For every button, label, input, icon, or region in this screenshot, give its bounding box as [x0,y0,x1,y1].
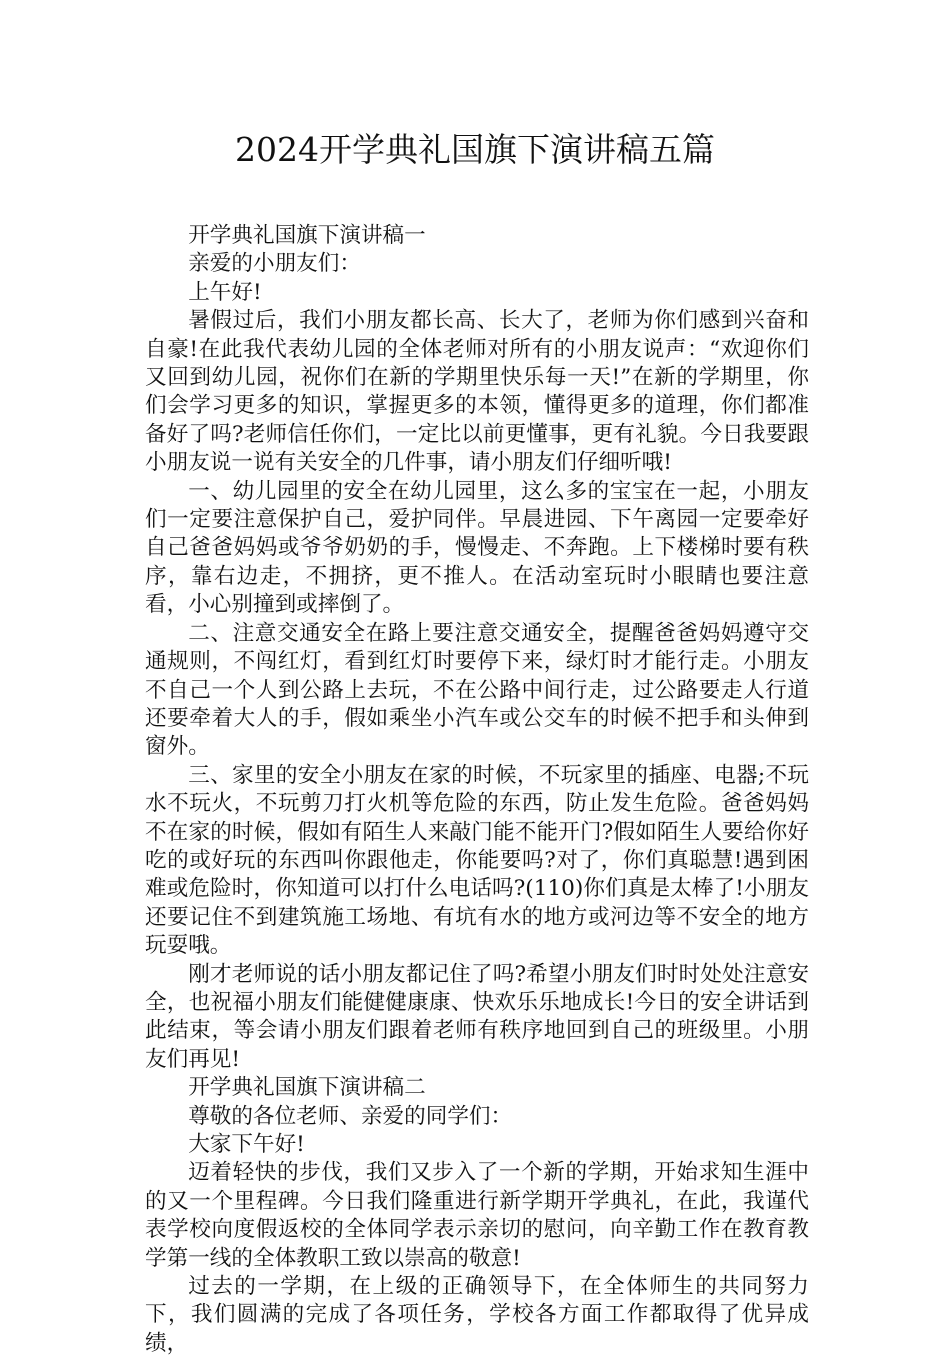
speech-heading: 开学典礼国旗下演讲稿二 [188,1075,426,1101]
body-paragraph: 一、幼儿园里的安全在幼儿园里，这么多的宝宝在一起，小朋友们一定要注意保护自己，爱护同伴。早晨进园、下午离园一定要牵好自己爸爸妈妈或爷爷奶奶的手，慢慢走、不奔跑。上下楼梯时要有秩序，靠右边走，不拥挤，更不推人。在活动室玩时小眼睛也要注意看，小心别撞到或摔倒了。 [145,478,809,618]
body-paragraph: 暑假过后，我们小朋友都长高、长大了，老师为你们感到兴奋和自豪!在此我代表幼儿园的全体老师对所有的小朋友说声：“欢迎你们又回到幼儿园，祝你们在新的学期里快乐每一天!”在新的学期里，你们会学习更多的知识，掌握更多的本领，懂得更多的道理，你们都准备好了吗?老师信任你们，一定比以前更懂事，更有礼貌。今日我要跟小朋友说一说有关安全的几件事，请小朋友们仔细听哦! [145,308,809,476]
document-body [145,222,809,1358]
salutation: 亲爱的小朋友们： [188,251,361,277]
body-paragraph: 刚才老师说的话小朋友都记住了吗?希望小朋友们时时处处注意安全，也祝福小朋友们能健健康康、快欢乐乐地成长!今日的安全讲话到此结束，等会请小朋友们跟着老师有秩序地回到自己的班级里。小朋友们再见! [145,961,809,1072]
salutation: 尊敬的各位老师、亲爱的同学们： [188,1103,513,1129]
body-paragraph: 三、家里的安全小朋友在家的时候，不玩家里的插座、电器;不玩水不玩火，不玩剪刀打火机等危险的东西，防止发生危险。爸爸妈妈不在家的时候，假如有陌生人来敲门能不能开门?假如陌生人要给你好吃的或好玩的东西叫你跟他走，你能要吗?对了，你们真聪慧!遇到困难或危险时，你知道可以打什么电话吗?(110)你们真是太棒了!小朋友还要记住不到建筑施工场地、有坑有水的地方或河边等不安全的地方玩耍哦。 [145,762,809,959]
body-paragraph: 迈着轻快的步伐，我们又步入了一个新的学期，开始求知生涯中的又一个里程碑。今日我们隆重进行新学期开学典礼，在此，我谨代表学校向度假返校的全体同学表示亲切的慰问，向辛勤工作在教育教学第一线的全体教职工致以崇高的敬意! [145,1160,809,1271]
body-paragraph: 二、注意交通安全在路上要注意交通安全，提醒爸爸妈妈遵守交通规则，不闯红灯，看到红灯时要停下来，绿灯时才能行走。小朋友不自己一个人到公路上去玩，不在公路中间行走，过公路要走人行道还要牵着大人的手，假如乘坐小汽车或公交车的时候不把手和头伸到窗外。 [145,620,809,760]
body-paragraph: 过去的一学期，在上级的正确领导下，在全体师生的共同努力下，我们圆满的完成了各项任务，学校各方面工作都取得了优异成绩， [145,1274,809,1356]
speech-heading: 开学典礼国旗下演讲稿一 [188,223,426,248]
greeting: 上午好! [188,279,262,305]
document-title: 2024开学典礼国旗下演讲稿五篇 [235,130,715,169]
greeting: 大家下午好! [188,1132,305,1157]
